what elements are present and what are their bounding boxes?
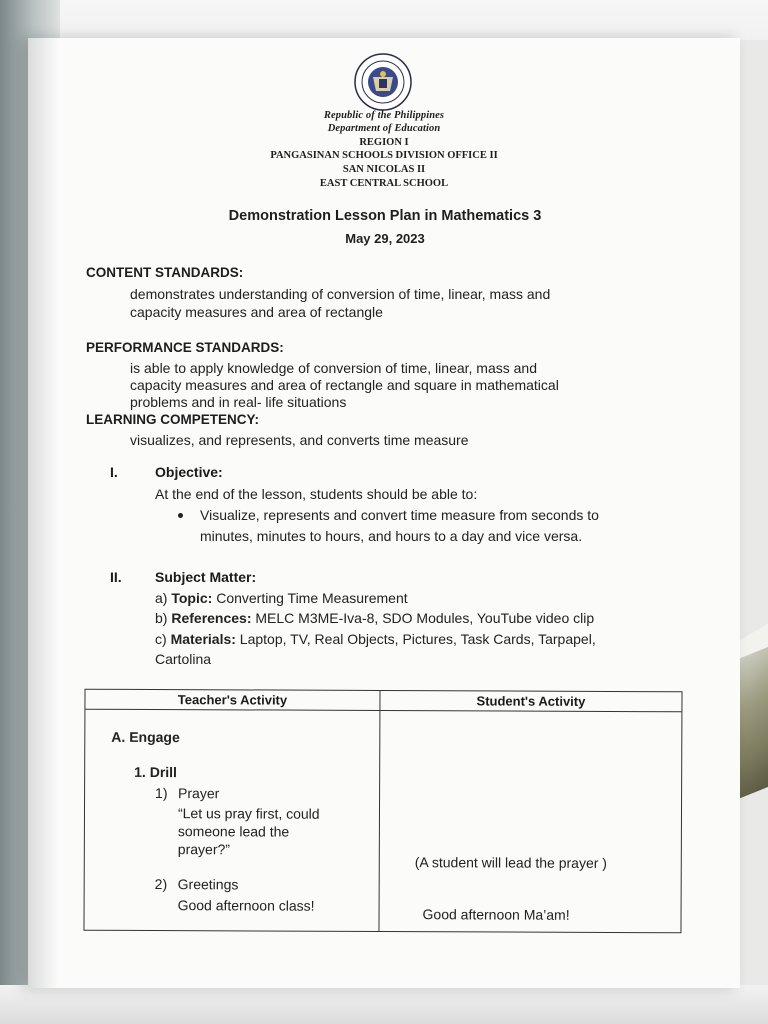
materials-value: Laptop, TV, Real Objects, Pictures, Task Cards, Tarpapel,: [235, 631, 596, 647]
header-district: SAN NICOLAS II: [342, 164, 426, 175]
content-standards-line: capacity measures and area of rectangle: [130, 304, 383, 320]
references-label: b): [155, 610, 172, 626]
subject-topic: [155, 590, 408, 606]
subject-materials-continued: Cartolina: [155, 651, 212, 667]
drill-heading: 1. Drill: [134, 763, 177, 781]
materials-key: Materials:: [170, 631, 236, 647]
content-standards-line: demonstrates understanding of conversion of time, linear, mass and: [130, 286, 551, 302]
references-value: MELC M3ME-Iva-8, SDO Modules, YouTube video clip: [251, 610, 595, 626]
performance-standards-line: capacity measures and area of rectangle and square in mathematical: [130, 377, 559, 393]
references-key: References:: [171, 610, 252, 626]
content-standards-heading: CONTENT STANDARDS:: [86, 265, 244, 280]
prayer-quote-line: prayer?”: [177, 841, 231, 858]
learning-competency-heading: LEARNING COMPETENCY:: [86, 412, 260, 427]
prayer-number: 1): [155, 785, 168, 802]
subject-references: [155, 610, 594, 626]
performance-standards-line: is able to apply knowledge of conversion of time, linear, mass and: [130, 360, 538, 376]
table-column-divider: [378, 691, 380, 931]
activity-table: [83, 689, 682, 934]
subject-matter-numeral: II.: [110, 569, 122, 585]
student-prayer-response: (A student will lead the prayer ): [414, 854, 608, 871]
objective-heading: Objective:: [155, 464, 223, 480]
objective-bullet-line: Visualize, represents and convert time measure from seconds to: [200, 507, 599, 523]
document-title: Demonstration Lesson Plan in Mathematics 3: [228, 208, 542, 224]
teacher-activity-header: Teacher's Activity: [177, 692, 288, 708]
topic-label: a): [155, 590, 172, 606]
topic-key: Topic:: [171, 590, 213, 606]
objective-intro: At the end of the lesson, students should be able to:: [155, 486, 478, 502]
student-greeting-response: Good afternoon Ma’am!: [422, 906, 570, 923]
topic-value: Converting Time Measurement: [212, 590, 408, 606]
background-bottom: [0, 985, 768, 1024]
performance-standards-line: problems and in real- life situations: [130, 394, 347, 410]
materials-label: c): [155, 631, 171, 647]
prayer-label: Prayer: [178, 785, 220, 802]
header-republic: Republic of the Philippines: [323, 110, 445, 121]
header-region: REGION I: [359, 137, 409, 148]
deped-seal-icon: [354, 53, 412, 111]
background-top: [0, 0, 768, 40]
document-date: May 29, 2023: [345, 231, 425, 246]
greetings-number: 2): [154, 876, 168, 893]
subject-matter-heading: Subject Matter:: [155, 569, 257, 585]
engage-heading: A. Engage: [111, 728, 180, 746]
prayer-quote-line: “Let us pray first, could: [177, 805, 320, 822]
subject-materials: [155, 631, 596, 647]
objective-numeral: I.: [110, 464, 118, 480]
student-activity-header: Student's Activity: [476, 693, 586, 709]
header-school: EAST CENTRAL SCHOOL: [319, 178, 449, 189]
prayer-quote-line: someone lead the: [177, 823, 290, 840]
performance-standards-heading: PERFORMANCE STANDARDS:: [86, 340, 284, 355]
header-division: PANGASINAN SCHOOLS DIVISION OFFICE II: [270, 150, 498, 161]
learning-competency-line: visualizes, and represents, and converts time measure: [130, 432, 469, 448]
objective-bullet-line: minutes, minutes to hours, and hours to a day and vice versa.: [200, 528, 583, 544]
greetings-text: Good afternoon class!: [177, 897, 315, 914]
bullet-icon: [178, 513, 183, 518]
greetings-label: Greetings: [177, 876, 239, 893]
header-department: Department of Education: [327, 123, 441, 134]
